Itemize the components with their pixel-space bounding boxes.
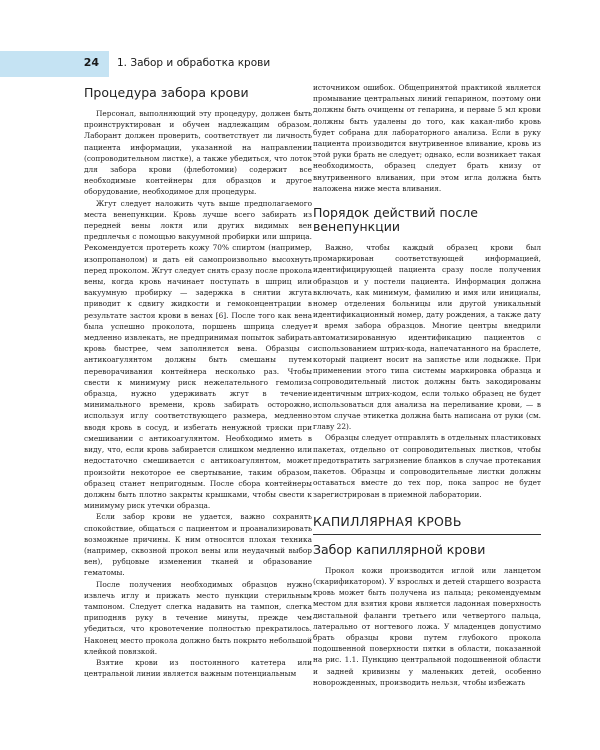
paragraph: Прокол кожи производится иглой или ланцетом (скарификатором). У взрослых и детей старшего возраста кровь может быть получена из пальца; рекомендуемым местом для взятия крови является ладонная поверхность дистальной фаланги третьего или четвертого пальца, латерально от ногтевого ложа. У младенцев допустимо брать образцы крови путем глубокого прокола подошвенной поверхности пятки в области, показанной на рис. 1.1. Пункцию центральной подошвенной области и задней кривизны у маленьких детей, особенно новорожденных, производить нельзя, чтобы избежать — [313, 565, 541, 687]
paragraph: Если забор крови не удается, важно сохранять спокойствие, общаться с пациентом и проанализировать возможные причины. К ним относятся плохая техника (например, сквозной прокол вены или неудачный выбор вен), рубцовые изменения тканей и образование гематомы. — [84, 512, 312, 578]
paragraph: Образцы следует отправлять в отдельных пластиковых пакетах, отдельно от сопроводительных листков, чтобы предотвратить загрязнение бланков в случае протекания пакетов. Образцы и сопроводительные листки должны оставаться вместе до тех пор, пока запрос не будет зарегистрирован в приемной лаборатории. — [313, 433, 541, 499]
paragraph: Жгут следует наложить чуть выше предполагаемого места венепункции. Кровь лучше всего забирать из передней вены локтя или других видимых вен предплечья с помощью вакуумной пробирки или шприца. Рекомендуется протереть кожу 70% спиртом (например, изопропанолом) и дать ей самопроизвольно высохнуть перед проколом. Жгут следует снять сразу после прокола вены, когда кровь начинает поступать в шприц или вакуумную пробирку — задержка в снятии жгута приводит к сдвигу жидкости и гемоконцентрации в результате застоя крови в венах [6]. После того как вена была успешно проколота, поршень шприца следует медленно извлекать, не предпринимая попыток забирать кровь быстрее, чем заполняется вена. Образцы с антикоагулянтом должны быть смешаны путем переворачивания контейнера несколько раз. Чтобы свести к минимуму риск нежелательного гемолиза образца, нужно удерживать жгут в течение минимального времени, кровь забирать осторожно, используя иглу соответствующего размера, медленно вводя кровь в сосуд, и избегать ненужной тряски при смешивании с антикоагулянтом. Необходимо иметь в виду, что, если кровь забирается слишком медленно или недостаточно смешивается с антикоагулянтом, может произойти некоторое ее свертывание, таким образом, образец станет непригодным. После сбора контейнеры должны быть плотно закрыты крышками, чтобы свести к минимуму риск утечки образца. — [84, 198, 312, 511]
section-heading-after-venipuncture: Порядок действий после венепункции — [313, 205, 478, 235]
page-number: 24 — [83, 56, 99, 69]
page-header — [0, 51, 600, 77]
paragraph: Важно, чтобы каждый образец крови был промаркирован соответствующей информацией, идентифицирующей пациента сразу после получения образцов и у постели пациента. Информация должна включать, как минимум, фамилию и имя или инициалы, номер отделения больницы или другой уникальный идентификационный номер, дату рождения, а также дату и время забора образцов. Многие центры внедрили автоматизированную идентификацию пациентов с использованием штрих-кода, напечатанного на браслете, который пациент носит на запястье или лодыжке. При применении этого типа системы маркировка образца и сопроводительный листок должны быть закодированы идентичным штрих-кодом, если только образец не будет использоваться для анализа на переливание крови, — в этом случае этикетка должна быть написана от руки (см. главу 22). — [313, 243, 541, 432]
right-column — [313, 82, 541, 688]
section-heading-capillary-collection: Забор капиллярной крови — [313, 541, 486, 557]
chapter-title-capillary-blood: КАПИЛЛЯРНАЯ КРОВЬ — [313, 514, 541, 535]
paragraph-continuation: источником ошибок. Общепринятой практикой является промывание центральных линий гепарином, поэтому они должны быть очищены от гепарина, и первые 5 мл крови должны быть удалены до того, как какая-либо кровь будет собрана для лабораторного анализа. Если в руку пациента производится внутривенное вливание, кровь из этой руки брать не следует; однако, если возникает такая необходимость, образец следует брать книзу от внутривенного вливания, при этом игла должна быть наложена ниже места вливания. — [313, 83, 541, 193]
running-title: 1. Забор и обработка крови — [117, 57, 271, 69]
section-heading-procedure: Процедура забора крови — [84, 85, 249, 100]
page-number-tab — [0, 51, 109, 77]
paragraph: Персонал, выполняющий эту процедуру, должен быть проинструктирован и обучен надлежащим образом. Лаборант должен проверить, соответствует ли личность пациента информации, указанной на направлении (сопроводительном листке), а также убедиться, что лоток для забора крови (флеботомии) содержит все необходимые контейнеры для образцов и другое оборудование, необходимое для процедуры. — [84, 109, 312, 197]
paragraph: После получения необходимых образцов нужно извлечь иглу и прижать место пункции стерильным тампоном. Следует слегка надавить на тампон, слегка приподняв руку в течение минуты, прежде чем убедиться, что кровотечение полностью прекратилось. Наконец место прокола должно быть покрыто небольшой клейкой повязкой. — [84, 579, 312, 656]
left-column — [84, 82, 312, 679]
paragraph: Взятие крови из постоянного катетера или центральной линии является важным потенциальным — [84, 657, 312, 679]
